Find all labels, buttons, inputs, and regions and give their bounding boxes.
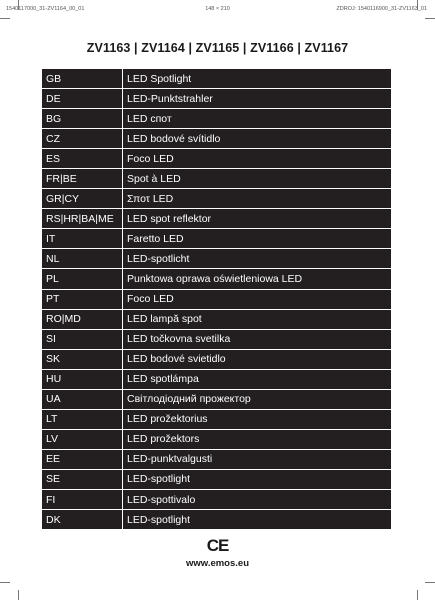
product-name: LED točkovna svetilka <box>127 333 231 346</box>
product-name: LED lampă spot <box>127 313 202 326</box>
product-name: LED спот <box>127 112 172 125</box>
table-row <box>42 349 391 369</box>
language-code: HU <box>42 370 123 389</box>
language-code: FI <box>42 490 123 509</box>
table-row <box>42 208 391 228</box>
crop-mark <box>417 590 418 600</box>
table-row <box>42 268 391 288</box>
product-name: LED spotlámpa <box>127 373 199 386</box>
table-row <box>42 168 391 188</box>
language-code: LT <box>42 410 123 429</box>
language-code: UA <box>42 390 123 409</box>
language-code: SI <box>42 330 123 349</box>
ce-mark: CE <box>206 536 229 555</box>
product-name: Spot à LED <box>127 172 181 185</box>
language-code: PT <box>42 290 123 309</box>
product-name: LED spot reflektor <box>127 212 212 225</box>
table-row <box>42 389 391 409</box>
table-row <box>42 309 391 329</box>
language-code: PL <box>42 269 123 288</box>
translation-table <box>42 69 391 529</box>
table-row <box>42 369 391 389</box>
table-row <box>42 69 391 88</box>
language-code: DE <box>42 89 123 108</box>
language-code: RO|MD <box>42 310 123 329</box>
table-row <box>42 489 391 509</box>
product-name: LED-spotlight <box>127 473 191 486</box>
language-code: ES <box>42 149 123 168</box>
table-row <box>42 128 391 148</box>
language-code: FR|BE <box>42 169 123 188</box>
file-id-left: 1540117000_31-ZV1164_00_01 <box>6 6 85 12</box>
language-code: GR|CY <box>42 189 123 208</box>
language-code: GB <box>42 69 123 88</box>
table-row <box>42 509 391 529</box>
page-title: ZV1163 | ZV1164 | ZV1165 | ZV1166 | ZV1167 <box>86 41 349 55</box>
crop-mark <box>425 18 435 19</box>
product-name: LED-punktvalgusti <box>127 453 213 466</box>
table-row <box>42 329 391 349</box>
product-name: Foco LED <box>127 293 174 306</box>
language-code: CZ <box>42 129 123 148</box>
crop-mark <box>425 582 435 583</box>
language-code: BG <box>42 109 123 128</box>
table-row <box>42 248 391 268</box>
language-code: SK <box>42 350 123 369</box>
table-row <box>42 469 391 489</box>
language-code: IT <box>42 229 123 248</box>
product-name: Foco LED <box>127 152 174 165</box>
product-name: Faretto LED <box>127 232 184 245</box>
table-row <box>42 188 391 208</box>
product-name: LED prožektors <box>127 433 200 446</box>
crop-mark <box>0 18 10 19</box>
product-name: LED Spotlight <box>127 72 192 85</box>
table-row <box>42 108 391 128</box>
crop-mark <box>0 582 10 583</box>
language-code: SE <box>42 470 123 489</box>
language-code: RS|HR|BA|ME <box>42 209 123 228</box>
product-name: LED-spottivalo <box>127 493 196 506</box>
product-name: LED bodové svietidlo <box>127 353 226 366</box>
table-row <box>42 88 391 108</box>
language-code: NL <box>42 249 123 268</box>
product-name: LED-spotlicht <box>127 252 190 265</box>
table-row <box>42 228 391 248</box>
language-code: DK <box>42 510 123 529</box>
language-code: EE <box>42 450 123 469</box>
table-row <box>42 148 391 168</box>
language-code: LV <box>42 430 123 449</box>
table-row <box>42 449 391 469</box>
product-name: LED prožektorius <box>127 413 208 426</box>
product-name: LED-spotlight <box>127 513 191 526</box>
table-row <box>42 289 391 309</box>
product-name: LED-Punktstrahler <box>127 92 213 105</box>
table-row <box>42 429 391 449</box>
table-row <box>42 409 391 429</box>
file-id-right: ZDROJ: 1540116900_31-ZV1163_01 <box>336 6 427 12</box>
crop-mark <box>18 590 19 600</box>
product-name: Punktowa oprawa oświetleniowa LED <box>127 272 303 285</box>
product-name: LED bodové svítidlo <box>127 132 221 145</box>
product-name: Світлодіодний прожектор <box>127 393 251 406</box>
product-name: Σποτ LED <box>127 192 174 205</box>
website-link[interactable]: www.emos.eu <box>186 558 249 569</box>
page-size: 148 × 210 <box>205 6 230 12</box>
